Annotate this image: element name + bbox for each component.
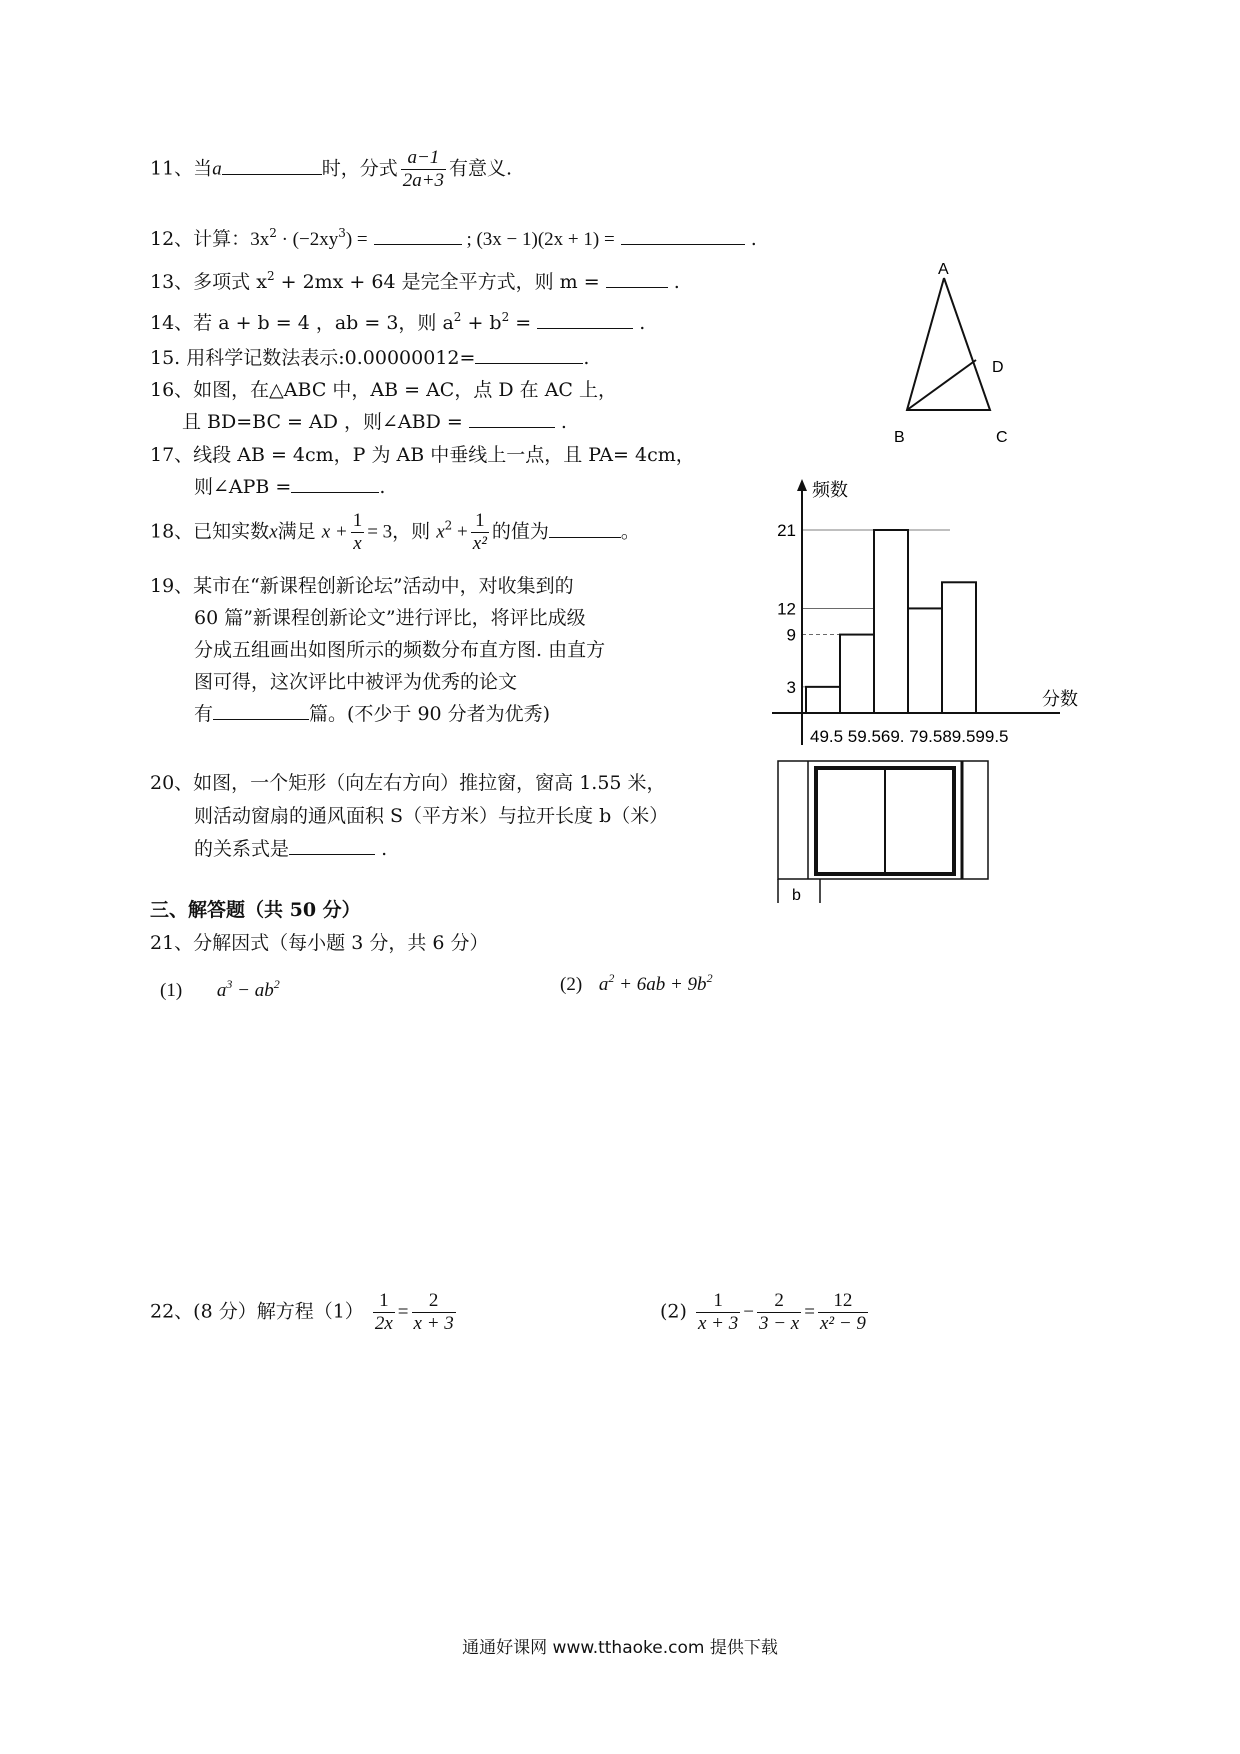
x-tick-labels: 49.5 59.569. 79.589.599.5 [810, 727, 1009, 746]
question-16: 16、如图，在△ABC 中，AB = AC，点 D 在 AC 上， 且 BD=BC = AD ，则∠ABD = . [150, 379, 617, 433]
b-label: b [792, 887, 801, 904]
segment-bd [907, 360, 976, 410]
answer-blank[interactable] [469, 409, 555, 428]
answer-blank[interactable] [537, 310, 633, 329]
x-axis-label: 分数 [1042, 689, 1078, 709]
question-19: 19、某市在“新课程创新论坛”活动中，对收集到的 60 篇”新课程创新论文”进行评比，将评比成级 分成五组画出如图所示的频数分布直方图. 由直方 图可得，这次评比中被评为优秀的论文 有 篇。(不少于 90 分者为优秀) [150, 575, 606, 725]
window-frame [778, 761, 988, 879]
vertex-c-label: C [996, 429, 1008, 446]
section-heading: 三、解答题（共 50 分） [150, 899, 361, 921]
question-18: 18、已知实数x满足 x + $\frac{1}{x}$ = 3，则 $x^2$ + $\frac{1}{\text{x²}}$ 的值为 。 [150, 510, 640, 554]
y-tick-label: 3 [786, 677, 796, 697]
fraction: $\frac{1}{x}$ [352, 510, 363, 554]
y-tick-label: 9 [786, 625, 796, 645]
question-17: 17、线段 AB = 4cm，P 为 AB 中垂线上一点，且 PA= 4cm， 则∠APB = . [150, 444, 695, 498]
question-15: 15. 用科学记数法表示:0.00000012= . [150, 347, 590, 369]
fraction: $\frac{1}{x + 3}$ [697, 1290, 739, 1334]
question-11: 11、当a 时，分式 $\frac{a-1}{2a+3}$ 有意义. [150, 147, 513, 191]
fraction: $\frac{2}{x + 3}$ [413, 1290, 454, 1334]
answer-blank[interactable] [374, 226, 462, 245]
histogram-bar [806, 687, 840, 713]
fraction: $\frac{12}{\text{x² − 9}}$ [819, 1290, 866, 1334]
histogram-bar [874, 530, 908, 713]
y-axis-arrow [797, 479, 807, 491]
question-22: 22、(8 分）解方程（1） $\frac{1}{2x}$ = $\frac{2}{x + 3}$ [150, 1290, 454, 1334]
triangle-outline [907, 278, 990, 410]
y-axis-label: 频数 [812, 480, 848, 500]
answer-blank[interactable] [475, 345, 583, 364]
histogram-bar [942, 582, 976, 713]
sliding-window-figure [776, 758, 996, 908]
question-13: 13、多项式 $x^2 + 2mx + 64$ 是完全平方式，则 m = . [150, 269, 680, 293]
answer-blank[interactable] [289, 836, 375, 855]
question-21: 21、分解因式（每小题 3 分，共 6 分） [150, 932, 489, 954]
fraction: $\frac{a-1}{2a+3}$ [402, 147, 445, 191]
vertex-d-label: D [992, 359, 1004, 376]
answer-blank[interactable] [291, 474, 379, 493]
question-21-part-1: (1) $a^3 - ab^2$ [160, 977, 280, 1001]
answer-blank[interactable] [621, 226, 745, 245]
triangle-figure [880, 258, 1020, 458]
question-14: 14、若 a + b = 4 ，ab = 3，则 $a^2 + b^2$ = . [150, 310, 646, 334]
answer-blank[interactable] [213, 701, 309, 720]
fraction: $\frac{1}{\text{x²}}$ [472, 510, 487, 554]
vertex-b-label: B [894, 429, 905, 446]
question-21-part-2: (2) $a^2 + 6ab + 9b^2$ [560, 971, 713, 995]
answer-blank[interactable] [606, 269, 668, 288]
fraction: $\frac{2}{3 - x}$ [758, 1290, 800, 1334]
question-20: 20、如图，一个矩形（向左右方向）推拉窗，窗高 1.55 米， 则活动窗扇的通风面积 S（平方米）与拉开长度 b（米） 的关系式是 . [150, 772, 669, 860]
histogram-bar [908, 608, 942, 713]
question-22-part-2: (2) $\frac{1}{x + 3}$ − $\frac{2}{3 - x}$ = $\frac{12}{\text{x² − 9}}$ [660, 1290, 866, 1334]
histogram-bar [840, 635, 874, 713]
answer-blank[interactable] [222, 156, 322, 175]
vertex-a-label: A [938, 261, 949, 278]
footer: 通通好课网 www.tthaoke.com 提供下载 [462, 1638, 778, 1658]
y-tick-label: 12 [777, 599, 796, 619]
frequency-histogram [760, 475, 1090, 755]
question-12: 12、计算：$3x^2 \cdot (-2xy^3)$ = ; (3x − 1)(2x + 1) = . [150, 226, 757, 250]
y-tick-label: 21 [777, 521, 796, 540]
answer-blank[interactable] [549, 519, 621, 538]
fraction: $\frac{1}{2x}$ [374, 1290, 393, 1334]
